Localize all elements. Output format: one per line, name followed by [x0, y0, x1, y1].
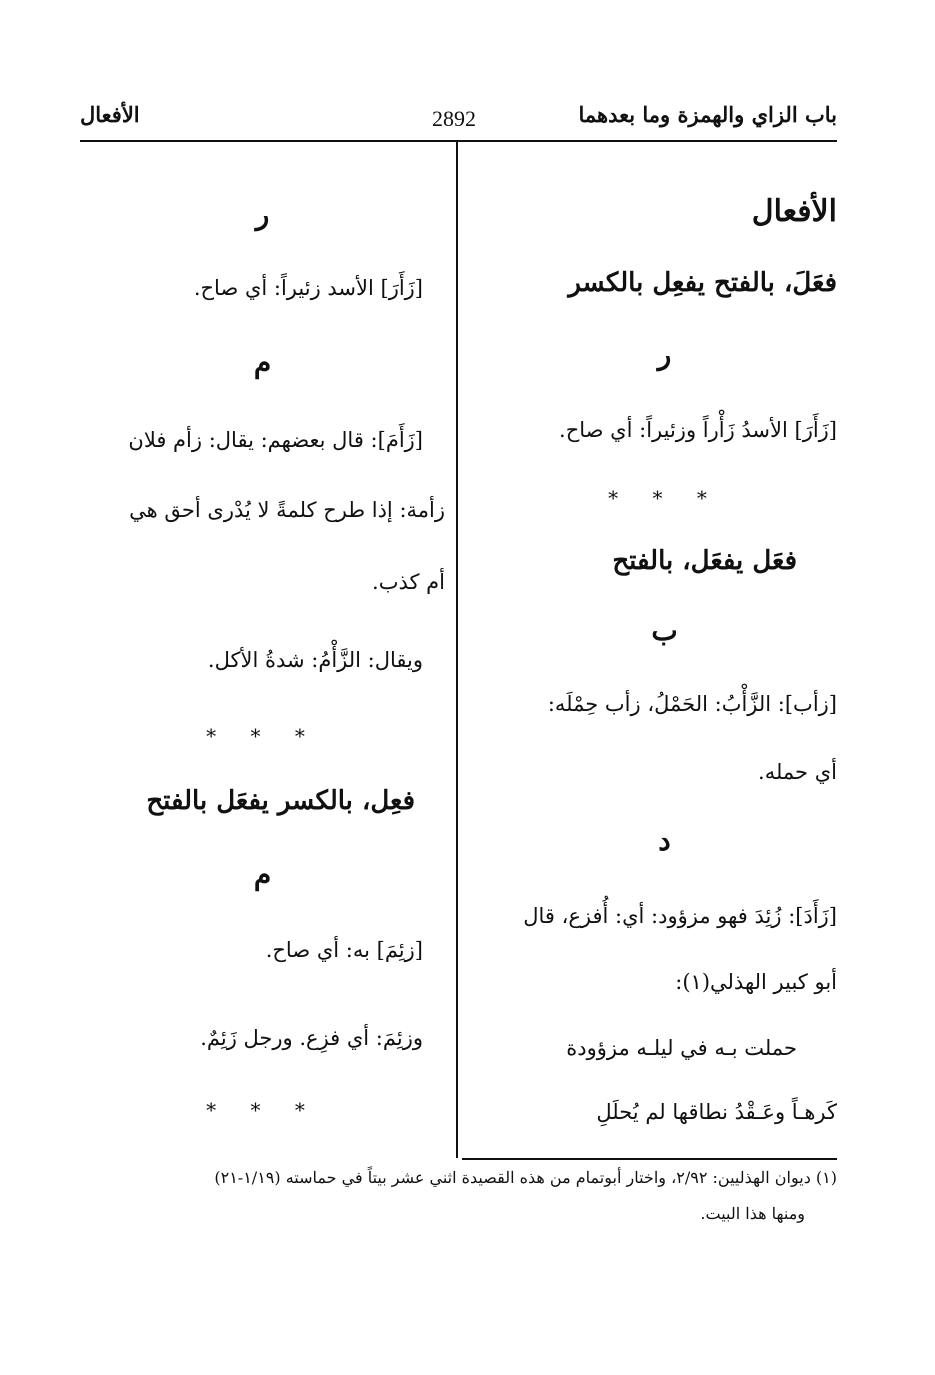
- entry-zaar: [زَأَرَ] الأسدُ زَأْراً وزئيراً: أي صاح.: [559, 418, 837, 442]
- letter-heading-r: ر: [657, 338, 672, 371]
- letter-heading-m: م: [253, 858, 272, 891]
- page-number: 2892: [432, 106, 476, 131]
- letter-heading-m: م: [253, 346, 272, 379]
- verse-line2: كَرهـاً وعَـقْدُ نطاقها لم يُحلَلِ: [596, 1100, 837, 1124]
- section-title: الأفعال: [751, 194, 837, 229]
- footnote-line2: ومنها هذا البيت.: [700, 1204, 805, 1223]
- entry-zaar: [زَأَرَ] الأسد زئيراً: أي صاح.: [193, 276, 423, 300]
- entry-zaab-line2: أي حمله.: [758, 760, 837, 784]
- entry-zaam-line2: زأمة: إذا طرح كلمةً لا يُدْرى أحق هي: [129, 498, 445, 522]
- separator-stars: * * *: [206, 724, 319, 748]
- header-rule: [80, 140, 837, 142]
- entry-zaam-line3: أم كذب.: [372, 570, 445, 594]
- verse-line1: حملت بـه في ليلـه مزؤودة: [566, 1036, 797, 1060]
- column-divider: [456, 142, 458, 1158]
- footnote-rule: [462, 1158, 837, 1160]
- entry-zaad-line2: أبو كبير الهذلي(١):: [675, 970, 837, 994]
- separator-stars: * * *: [608, 486, 721, 510]
- footnote-line1: (١) ديوان الهذليين: ٢/٩٢، واختار أبوتمام من هذه القصيدة اثني عشر بيتاً في حماسته (١/١٩-٢١): [214, 1168, 837, 1187]
- letter-heading-d: د: [658, 824, 671, 857]
- chapter-header: باب الزاي والهمزة وما بعدهما: [578, 102, 837, 127]
- heading-fa3ala-yaf3alu: فعَل يفعَل، بالفتح: [612, 546, 797, 576]
- entry-zaab-line1: [زأب]: الزَّأْبُ: الحَمْلُ، زأب حِمْلَه:: [547, 692, 837, 716]
- letter-heading-r: ر: [255, 198, 270, 231]
- separator-stars: * * *: [206, 1098, 319, 1122]
- letter-heading-b: ب: [651, 614, 678, 647]
- entry-zaim-line1: [زئِمَ] به: أي صاح.: [265, 938, 423, 962]
- entry-zaam-line1: [زَأَمَ]: قال بعضهم: يقال: زأم فلان: [128, 428, 423, 452]
- heading-fa3ila-yaf3alu: فعِل، بالكسر يفعَل بالفتح: [146, 786, 415, 816]
- entry-zaad-line1: [زَأَدَ]: زُئِدَ فهو مزؤود: أي: أُفزع، قال: [523, 904, 837, 928]
- heading-fa3ala-yaf3ilu: فعَلَ، بالفتح يفعِل بالكسر: [568, 268, 837, 298]
- entry-zaam-line4: ويقال: الزَّأْمُ: شدةُ الأكل.: [207, 648, 423, 672]
- section-header: الأفعال: [80, 102, 140, 127]
- entry-zaim-line2: وزئِمَ: أي فزِع. ورجل زَئِمٌ.: [200, 1026, 423, 1050]
